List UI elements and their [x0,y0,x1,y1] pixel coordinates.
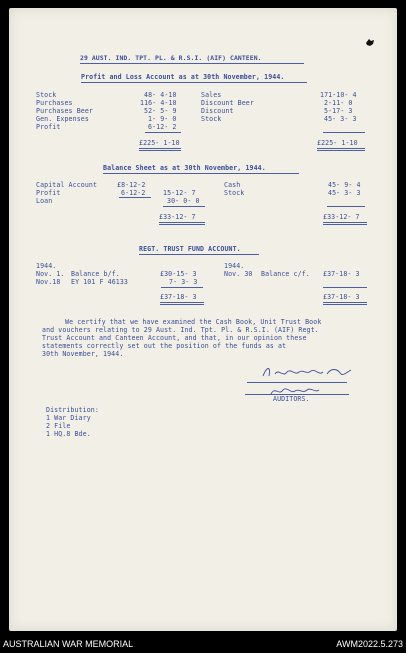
unit-heading: 29 AUST. IND. TPT. PL. & R.S.I. (AIF) CANTEEN. [80,54,262,62]
trust-left-total-rule [160,304,204,305]
pl-title: Profit and Loss Account as at 30th November, 1944. [81,73,285,81]
trust-right-date: Nov. 30 [224,270,253,278]
pl-right-amount: 45- 3- 3 [324,115,357,123]
footer-source: AUSTRALIAN WAR MEMORIAL [3,639,134,649]
trust-right-rule [323,287,367,288]
distribution-item: 1 HQ.8 Bde. [46,430,91,438]
trust-year-right: 1944. [224,262,245,270]
bs-left-rule [163,206,205,207]
bs-right-total-rule [323,222,367,223]
trust-right-desc: Balance c/f. [261,270,310,278]
trust-title: REGT. TRUST FUND ACCOUNT. [139,245,241,253]
trust-row-desc: Balance b/f. [71,270,120,278]
document-page [9,8,397,631]
trust-right-total-rule [323,302,367,303]
pl-left-label: Purchases Beer [36,107,93,115]
pl-right-rule [323,132,365,133]
trust-left-rule [161,287,203,288]
trust-right-amount: £37-18- 3 [323,270,360,278]
bs-capital-amount: £8-12-2 [117,181,146,189]
pl-left-label: Purchases [36,99,73,107]
trust-title-underline [139,254,259,255]
footer-bar [0,637,406,653]
bs-right-total: £33-12- 7 [323,213,360,221]
pl-left-amount: 52- 5- 9 [144,107,177,115]
pl-left-total-rule [139,148,181,149]
pl-left-label: Profit [36,123,61,131]
pl-left-total-rule [139,150,181,151]
signature-line [247,382,347,383]
pl-right-label: Sales [201,91,222,99]
pl-left-amount: 1- 9- 0 [148,115,177,123]
trust-right-total-rule [323,304,367,305]
trust-row-amount: £30-15- 3 [160,270,197,278]
pl-left-amount: 116- 4-10 [140,99,177,107]
bs-profit-amount: 6-12-2 [121,189,146,197]
distribution-item: 1 War Diary [46,414,91,422]
certificate-line: and vouchers relating to 29 Aust. Ind. Tpt. Pl. & R.S.I. (AIF) Regt. [42,326,319,334]
certificate-line: 30th November, 1944. [42,350,124,358]
pl-left-amount: 6-12- 2 [148,123,177,131]
footer-accession: AWM2022.5.273 [336,639,403,649]
auditor-signature-1 [257,362,357,384]
trust-row-date: Nov. 1. [36,270,65,278]
pl-right-total-rule [317,150,365,151]
pl-title-underline [81,82,307,83]
punch-hole-icon [365,38,375,47]
bs-left-total-rule [159,224,205,225]
trust-year-left: 1944. [36,262,57,270]
trust-left-total-rule [160,302,204,303]
pl-right-amount: 2-11- 0 [324,99,353,107]
pl-right-amount: 171-10- 4 [320,91,357,99]
pl-left-rule [145,132,181,133]
bs-loan-amount: 30- 0- 0 [167,197,200,205]
bs-right-rule [327,206,365,207]
pl-left-amount: 48- 4-10 [144,91,177,99]
pl-right-label: Discount Beer [201,99,254,107]
distribution-item: 2 File [46,422,71,430]
bs-title-underline [103,173,299,174]
trust-row-desc: EY 101 F 46133 [71,278,128,286]
bs-left-total: £33-12- 7 [159,213,196,221]
certificate-line: We certify that we have examined the Cash Book, Unit Trust Book [65,318,322,326]
pl-right-total: £225- 1-10 [317,139,358,147]
pl-right-label: Discount [201,107,234,115]
bs-cash-label: Cash [224,181,241,189]
bs-left-total-rule [159,222,205,223]
bs-loan-label: Loan [36,197,53,205]
certificate-line: Trust Account and Canteen Account, and that, in our opinion these [42,334,307,342]
trust-row-date: Nov.18 [36,278,61,286]
bs-stock-label: Stock [224,189,245,197]
pl-left-total: £225- 1-10 [139,139,180,147]
heading-underline [80,63,304,64]
bs-right-total-rule [323,224,367,225]
bs-subtotal: 15-12- 7 [163,189,196,197]
distribution-title: Distribution: [46,406,99,414]
certificate-line: statements correctly set out the position of the funds as at [42,342,287,350]
trust-row-amount: 7- 3- 3 [169,278,198,286]
bs-profit-rule [119,197,151,198]
bs-title: Balance Sheet as at 30th November, 1944. [103,164,266,172]
trust-left-total: £37-18- 3 [160,293,197,301]
pl-left-label: Stock [36,91,57,99]
pl-right-amount: 5-17- 3 [324,107,353,115]
auditors-label: AUDITORS. [273,395,310,403]
trust-right-total: £37-18- 3 [323,293,360,301]
pl-right-total-rule [317,148,365,149]
bs-stock-amount: 45- 3- 3 [328,189,361,197]
bs-cash-amount: 45- 9- 4 [328,181,361,189]
pl-right-label: Stock [201,115,222,123]
bs-profit-label: Profit [36,189,61,197]
pl-left-label: Gen. Expenses [36,115,89,123]
bs-capital-label: Capital Account [36,181,98,189]
